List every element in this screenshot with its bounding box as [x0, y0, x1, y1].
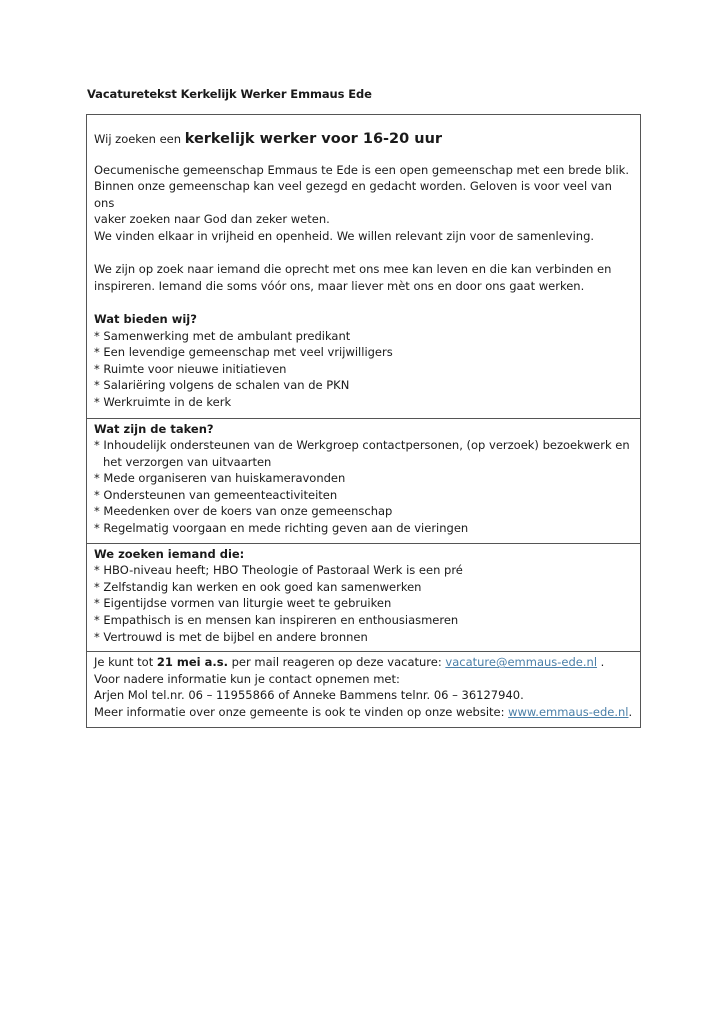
- profile-section: [87, 543, 640, 652]
- task-item-continuation: het verzorgen van uitvaarten: [103, 454, 272, 469]
- website-prefix: Meer informatie over onze gemeente is ook te vinden op onze website:: [94, 705, 509, 719]
- intro-highlight: kerkelijk werker voor 16-20 uur: [184, 131, 443, 147]
- deadline-date: 21 mei a.s.: [156, 655, 228, 670]
- about-line: Binnen onze gemeenschap kan veel gezegd en gedacht worden. Geloven is voor veel van ons: [94, 179, 612, 210]
- offer-item: * Samenwerking met de ambulant predikant: [94, 328, 351, 343]
- about-line: We vinden elkaar in vrijheid en openheid. We willen relevant zijn voor de samenleving.: [94, 228, 595, 243]
- offer-item: * Salariëring volgens de schalen van de PKN: [94, 378, 350, 393]
- about-line: Oecumenische gemeenschap Emmaus te Ede is een open gemeenschap met een brede blik.: [94, 162, 629, 177]
- document-title: Vacaturetekst Kerkelijk Werker Emmaus Ede: [87, 87, 372, 101]
- seeking-paragraph: [94, 261, 633, 294]
- task-item: * Mede organiseren van huiskameravonden: [94, 471, 346, 486]
- seeking-line: inspireren. Iemand die soms vóór ons, maar liever mèt ons en door ons gaat werken.: [94, 278, 585, 293]
- profile-item: * Empathisch is en mensen kan inspireren en enthousiasmeren: [94, 613, 459, 628]
- seeking-line: We zijn op zoek naar iemand die oprecht met ons mee kan leven en die kan verbinden en: [94, 262, 612, 277]
- about-paragraph: [94, 162, 633, 245]
- profile-item: * Eigentijdse vormen van liturgie weet te gebruiken: [94, 596, 392, 611]
- website-suffix: .: [628, 705, 633, 719]
- intro-line: [94, 131, 633, 148]
- offer-item: * Ruimte voor nieuwe initiatieven: [94, 361, 287, 376]
- offer-item: * Werkruimte in de kerk: [94, 394, 232, 409]
- tasks-heading: Wat zijn de taken?: [94, 421, 214, 436]
- contact-line-website: [94, 704, 633, 721]
- profile-item: * HBO-niveau heeft; HBO Theologie of Pastoraal Werk is een pré: [94, 563, 463, 578]
- vacancy-table: [86, 114, 641, 728]
- contact-line-info: Voor nadere informatie kun je contact opnemen met:: [94, 671, 400, 686]
- offer-item: * Een levendige gemeenschap met veel vrijwilligers: [94, 345, 393, 360]
- email-link[interactable]: vacature@emmaus-ede.nl: [445, 655, 598, 670]
- intro-prefix: Wij zoeken een: [94, 132, 185, 146]
- profile-item: * Vertrouwd is met de bijbel en andere bronnen: [94, 629, 368, 644]
- offer-heading: Wat bieden wij?: [94, 311, 197, 326]
- about-line: vaker zoeken naar God dan zeker weten.: [94, 212, 330, 227]
- task-item: * Ondersteunen van gemeenteactiviteiten: [94, 487, 338, 502]
- intro-section: [87, 115, 640, 418]
- contact-section: [87, 651, 640, 726]
- contact-suffix: .: [597, 655, 605, 670]
- task-item: * Regelmatig voorgaan en mede richting geven aan de vieringen: [94, 521, 469, 536]
- contact-line-phones: Arjen Mol tel.nr. 06 – 11955866 of Anneke Bammens telnr. 06 – 36127940.: [94, 688, 524, 703]
- profile-item: * Zelfstandig kan werken en ook goed kan samenwerken: [94, 579, 422, 594]
- tasks-section: [87, 418, 640, 543]
- website-link[interactable]: www.emmaus-ede.nl: [508, 705, 629, 719]
- contact-prefix: Je kunt tot: [94, 655, 157, 670]
- task-item: * Meedenken over de koers van onze gemeenschap: [94, 504, 393, 519]
- task-item: * Inhoudelijk ondersteunen van de Werkgroep contactpersonen, (op verzoek) bezoekwerk en: [94, 438, 630, 453]
- profile-heading: We zoeken iemand die:: [94, 546, 245, 561]
- contact-mid: per mail reageren op deze vacature:: [227, 655, 446, 670]
- contact-line-deadline: [94, 654, 633, 671]
